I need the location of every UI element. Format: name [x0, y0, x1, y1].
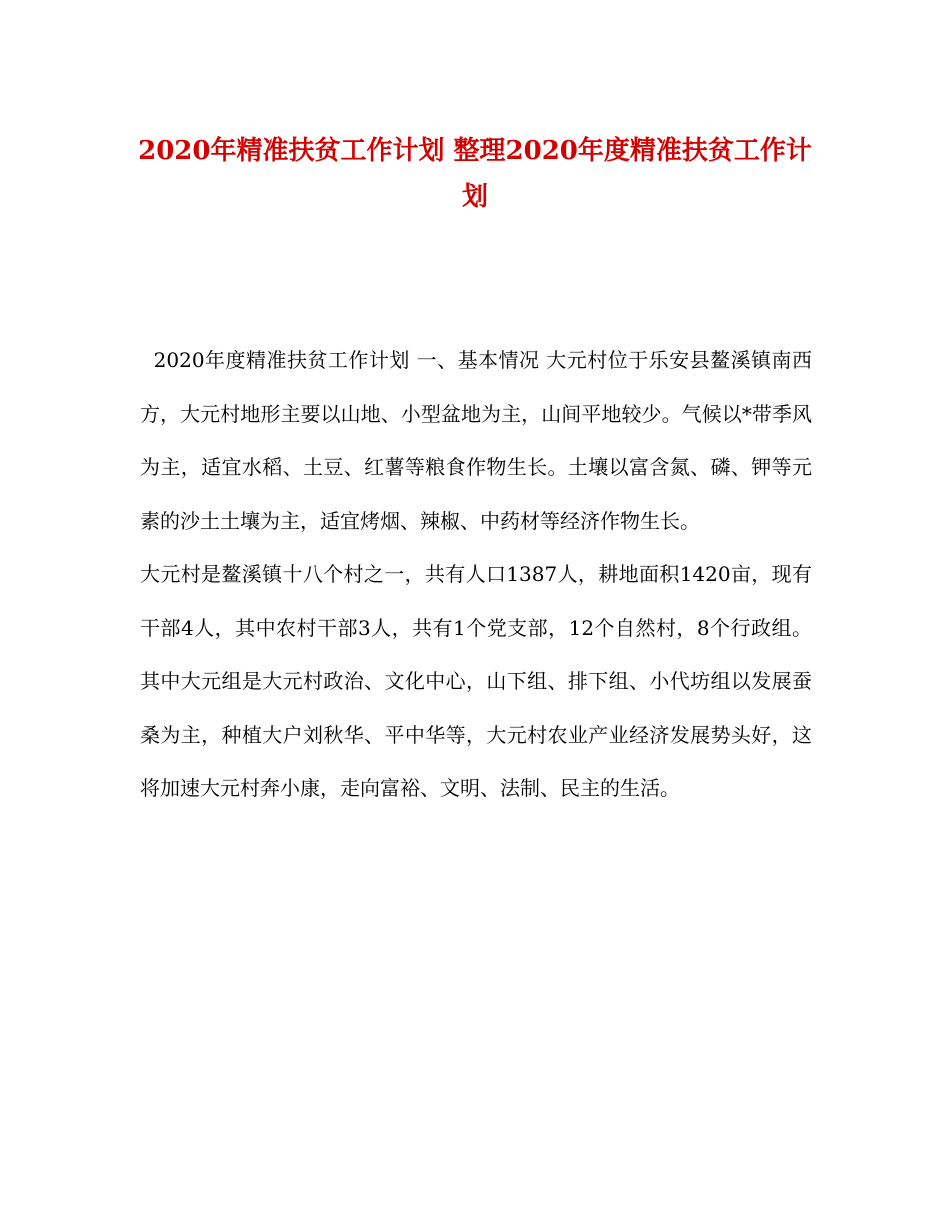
paragraph-village-profile: 大元村是鳌溪镇十八个村之一，共有人口1387人，耕地面积1420亩，现有干部4人，其中农村干部3人，共有1个党支部，12个自然村，8个行政组。其中大元组是大元村政治、文化中心，山下组、排下组、小代坊组以发展蚕桑为主，种植大户刘秋华、平中华等，大元村农业产业经济发展势头好，这将加速大元村奔小康，走向富裕、文明、法制、民主的生活。 — [140, 562, 812, 800]
paragraph-basic-info: 2020年度精准扶贫工作计划 一、基本情况 大元村位于乐安县鳌溪镇南西方，大元村地形主要以山地、小型盆地为主，山间平地较少。气候以*带季风为主，适宜水稻、土豆、红薯等粮食作物生长。土壤以富含氮、磷、钾等元素的沙土土壤为主，适宜烤烟、辣椒、中药材等经济作物生长。 — [140, 348, 812, 533]
document-title: 2020年精准扶贫工作计划 整理2020年度精准扶贫工作计划 — [138, 136, 812, 212]
document-body — [140, 334, 812, 816]
